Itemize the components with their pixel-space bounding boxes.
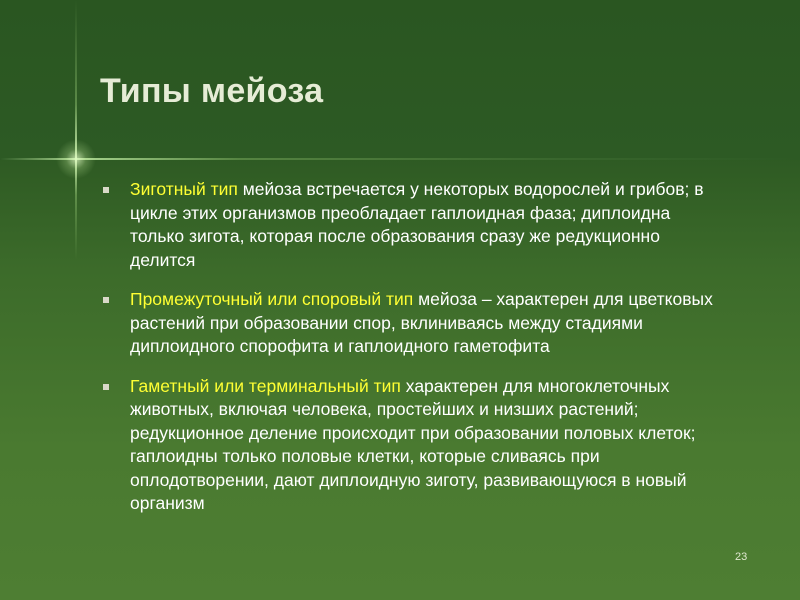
bullet-text: мейоза – характерен для цветковых растений при образовании спор, вклиниваясь между стадиями диплоидного спорофита и гаплоидного гаметофита [130,289,713,356]
page-number: 23 [735,551,748,563]
bullet-text: мейоза встречается у некоторых водорослей и грибов; в цикле этих организмов преобладает гаплоидная фаза; диплоидна только зигота, которая после образования сразу же редукционно делится [130,179,704,270]
bullet-text: характерен для многоклеточных животных, включая человека, простейших и низших растений; редукционное деление происходит при образовании половых клеток; гаплоидны только половые клетки, которые сливаясь при оплодотворении, дают диплоидную зиготу, развивающуюся в новый организм [130,375,696,513]
bullet-term: Гаметный или терминальный тип [130,375,401,396]
square-bullet-icon [103,297,109,303]
light-flare-glow [56,139,96,179]
square-bullet-icon [103,384,109,390]
slide-title: Типы мейоза [100,72,324,110]
light-flare-vertical [75,0,77,260]
bullet-item-gametic [103,375,723,516]
bullet-term: Зиготный тип [130,179,238,199]
bullet-term: Промежуточный или споровый тип [130,289,414,309]
bullet-list [103,178,723,532]
light-flare-horizontal [0,158,800,160]
bullet-item-sporic [103,288,723,359]
square-bullet-icon [103,187,109,193]
bullet-item-zygotic [103,178,723,272]
